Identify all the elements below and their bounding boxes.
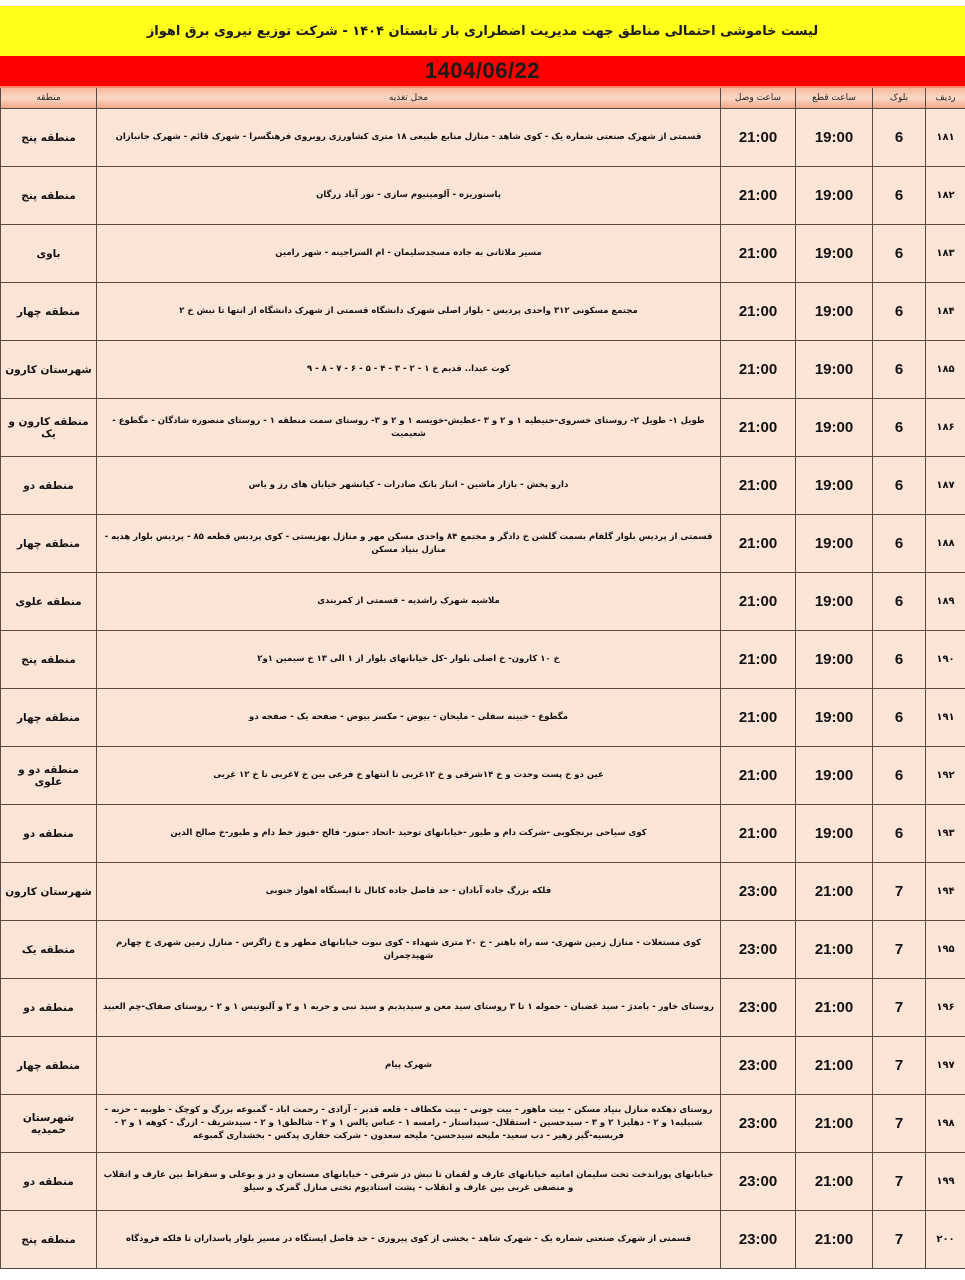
row-number-cell: ۱۹۲: [926, 747, 965, 805]
region-cell: منطقه دو: [1, 457, 97, 515]
cut-time-cell: 19:00: [796, 341, 873, 399]
cut-time-cell: 19:00: [796, 109, 873, 167]
cut-time-cell: 19:00: [796, 225, 873, 283]
row-number-cell: ۱۹۰: [926, 631, 965, 689]
row-number-cell: ۱۸۱: [926, 109, 965, 167]
row-number-cell: ۱۸۴: [926, 283, 965, 341]
row-number-cell: ۱۸۵: [926, 341, 965, 399]
region-cell: شهرستان کارون: [1, 863, 97, 921]
row-number-cell: ۱۸۳: [926, 225, 965, 283]
cut-time-cell: 19:00: [796, 399, 873, 457]
region-cell: منطقه دو: [1, 1153, 97, 1211]
table-row: [1, 979, 965, 1037]
table-row: [1, 631, 965, 689]
table-row: [1, 1037, 965, 1095]
block-cell: 6: [873, 109, 926, 167]
connect-time-cell: 21:00: [721, 515, 796, 573]
connect-time-cell: 21:00: [721, 805, 796, 863]
cut-time-cell: 19:00: [796, 283, 873, 341]
column-header-block: بلوک: [873, 87, 926, 109]
table-row: [1, 341, 965, 399]
column-header-row-number: ردیف: [926, 87, 965, 109]
connect-time-cell: 23:00: [721, 1037, 796, 1095]
row-number-cell: ۱۹۸: [926, 1095, 965, 1153]
connect-time-cell: 21:00: [721, 689, 796, 747]
block-cell: 6: [873, 689, 926, 747]
location-cell: فلکه بزرگ جاده آبادان - حد فاصل جاده کانال تا ایستگاه اهواز جنوبی: [97, 863, 721, 921]
location-cell: مگطوع - خبینه سفلی - ملیحان - بیوض - مکسر بیوض - صفحه یک - صفحه دو: [97, 689, 721, 747]
connect-time-cell: 21:00: [721, 399, 796, 457]
connect-time-cell: 21:00: [721, 341, 796, 399]
row-number-cell: ۱۹۵: [926, 921, 965, 979]
table-row: [1, 399, 965, 457]
location-cell: شهرک پیام: [97, 1037, 721, 1095]
row-number-cell: ۱۹۹: [926, 1153, 965, 1211]
table-header-row: [1, 87, 965, 109]
block-cell: 6: [873, 225, 926, 283]
cut-time-cell: 21:00: [796, 1211, 873, 1269]
block-cell: 6: [873, 573, 926, 631]
block-cell: 7: [873, 921, 926, 979]
block-cell: 6: [873, 631, 926, 689]
cut-time-cell: 19:00: [796, 747, 873, 805]
column-header-cut-time: ساعت قطع: [796, 87, 873, 109]
connect-time-cell: 23:00: [721, 1095, 796, 1153]
location-cell: خ ۱۰ کارون- خ اصلی بلوار -کل خیابانهای بلوار از ۱ الی ۱۳ خ سیمین ۱و۲: [97, 631, 721, 689]
table-row: [1, 457, 965, 515]
row-number-cell: ۱۸۸: [926, 515, 965, 573]
region-cell: باوی: [1, 225, 97, 283]
region-cell: منطقه پنج: [1, 109, 97, 167]
location-cell: قسمتی از شهرک صنعتی شماره یک - کوی شاهد - منازل منابع طبیعی ۱۸ متری کشاورزی روبروی فرهنگسرا - شهرک قائم - شهرک جانبازان: [97, 109, 721, 167]
location-cell: ملاشیه شهرک راشدیه - قسمتی از کمربندی: [97, 573, 721, 631]
cut-time-cell: 19:00: [796, 167, 873, 225]
block-cell: 7: [873, 1211, 926, 1269]
location-cell: طویل ۱- طویل ۲- روستای خسروی-حنیطیه ۱ و ۲ و ۳ -عطیش-خویسه ۱ و ۲ و ۳- روستای سمت منطقه ۱ - روستای منصوره شادگان - مگطوع - شعیمیت: [97, 399, 721, 457]
location-cell: خیابانهای پوراندخت تخت سلیمان امانیه خیابانهای عارف و لقمان تا نبش دز شرقی - خیابانهای مستعان و دز و بوعلی و سقراط بین عارف و انقلاب و منصفی غربی بین عارف و انقلاب - پشت استادیوم تختی منازل گمرک و سیلو: [97, 1153, 721, 1211]
row-number-cell: ۱۹۴: [926, 863, 965, 921]
outage-schedule-table: [0, 86, 965, 1269]
location-cell: دارو پخش - بازار ماشین - انبار بانک صادرات - کیانشهر خیابان های رز و یاس: [97, 457, 721, 515]
region-cell: شهرستان کارون: [1, 341, 97, 399]
connect-time-cell: 23:00: [721, 921, 796, 979]
table-row: [1, 225, 965, 283]
table-row: [1, 283, 965, 341]
location-cell: کوت عبدا.. قدیم خ ۱ - ۲ - ۳ - ۴ - ۵ - ۶ - ۷ - ۸ - ۹: [97, 341, 721, 399]
cut-time-cell: 19:00: [796, 515, 873, 573]
location-cell: روستای خاور - بامدژ - سید غضبان - حموله ۱ تا ۳ روستای سید معن و سیدیدیم و سید نبی و حریه ۱ و ۲ و آلبونیس ۱ و ۲ - روستای صفاک-چم العبید: [97, 979, 721, 1037]
connect-time-cell: 21:00: [721, 573, 796, 631]
cut-time-cell: 21:00: [796, 1037, 873, 1095]
row-number-cell: ۱۹۶: [926, 979, 965, 1037]
cut-time-cell: 19:00: [796, 805, 873, 863]
location-cell: قسمتی از شهرک صنعتی شماره یک - شهرک شاهد - بخشی از کوی پیروزی - حد فاصل ایستگاه در مسیر بلوار پاسداران تا فلکه فرودگاه: [97, 1211, 721, 1269]
connect-time-cell: 21:00: [721, 631, 796, 689]
cut-time-cell: 21:00: [796, 1095, 873, 1153]
connect-time-cell: 21:00: [721, 167, 796, 225]
cut-time-cell: 19:00: [796, 457, 873, 515]
column-header-connect-time: ساعت وصل: [721, 87, 796, 109]
row-number-cell: ۱۹۱: [926, 689, 965, 747]
table-row: [1, 1153, 965, 1211]
region-cell: منطقه چهار: [1, 515, 97, 573]
region-cell: منطقه دو و علوی: [1, 747, 97, 805]
region-cell: منطقه یک: [1, 921, 97, 979]
table-row: [1, 573, 965, 631]
location-cell: کوی مستغلات - منازل زمین شهری- سه راه باهنر - خ ۲۰ متری شهداء - کوی نبوت خیابانهای مطهر و خ زاگرس - منازل زمین شهری خ چهارم شهیدچمران: [97, 921, 721, 979]
cut-time-cell: 21:00: [796, 979, 873, 1037]
cut-time-cell: 21:00: [796, 863, 873, 921]
table-row: [1, 167, 965, 225]
row-number-cell: ۱۸۶: [926, 399, 965, 457]
table-row: [1, 109, 965, 167]
location-cell: روستای دهکده منازل بنیاد مسکن - بیت ماهور - بیت جونی - بیت مکطاف - قلعه قدیر - آزادی - رحمت اباد - گمبوعه بزرگ و کوچک - طوبیه - حزبه - شبیلیه۱ و ۲ - دهلیز۱ ۲ و ۳ - سیدحسین - استقلال- سیداستار - رامسه ۱ - عباس یالس ۱ و ۲ - شالطق۱ و ۲ - سیدشریف - ازرگ - کوهه ۱ و ۲ - فریسیه-گبر زهیر - دب سعید- ملیحه سیدحسن- ملیحه سعدون - شرکت حفاری پدکس - بخشداری گمبوعه: [97, 1095, 721, 1153]
column-header-region: منطقه: [1, 87, 97, 109]
region-cell: منطقه دو: [1, 979, 97, 1037]
region-cell: منطقه کارون و یک: [1, 399, 97, 457]
table-row: [1, 689, 965, 747]
block-cell: 7: [873, 863, 926, 921]
cut-time-cell: 21:00: [796, 921, 873, 979]
block-cell: 6: [873, 283, 926, 341]
block-cell: 6: [873, 515, 926, 573]
row-number-cell: ۱۸۲: [926, 167, 965, 225]
connect-time-cell: 21:00: [721, 283, 796, 341]
region-cell: منطقه پنج: [1, 167, 97, 225]
connect-time-cell: 21:00: [721, 225, 796, 283]
location-cell: قسمتی از پردیس بلوار گلفام بسمت گلشن خ دادگر و مجتمع ۸۴ واحدی مسکن مهر و منازل بهزیستی - کوی پردیس قطعه ۸۵ - پردیس بلوار هدیه - منازل بنیاد مسکن: [97, 515, 721, 573]
block-cell: 7: [873, 1037, 926, 1095]
block-cell: 6: [873, 167, 926, 225]
block-cell: 6: [873, 805, 926, 863]
connect-time-cell: 23:00: [721, 863, 796, 921]
row-number-cell: ۱۸۷: [926, 457, 965, 515]
cut-time-cell: 19:00: [796, 573, 873, 631]
region-cell: شهرستان حمیدیه: [1, 1095, 97, 1153]
location-cell: مجتمع مسکونی ۳۱۲ واحدی پردیس - بلوار اصلی شهرک دانشگاه قسمتی از شهرک دانشگاه از انتها تا نبش خ ۲: [97, 283, 721, 341]
table-row: [1, 921, 965, 979]
cut-time-cell: 21:00: [796, 1153, 873, 1211]
region-cell: منطقه پنج: [1, 1211, 97, 1269]
row-number-cell: ۱۸۹: [926, 573, 965, 631]
connect-time-cell: 23:00: [721, 1211, 796, 1269]
table-row: [1, 1095, 965, 1153]
block-cell: 7: [873, 1153, 926, 1211]
region-cell: منطقه دو: [1, 805, 97, 863]
location-cell: عین دو خ پست وحدت و خ ۱۴شرقی و خ ۱۲غربی تا انتهاو خ فرعی بین خ ۷غربی تا خ ۱۲ غربی: [97, 747, 721, 805]
connect-time-cell: 23:00: [721, 979, 796, 1037]
block-cell: 6: [873, 341, 926, 399]
table-row: [1, 863, 965, 921]
region-cell: منطقه چهار: [1, 1037, 97, 1095]
region-cell: منطقه پنج: [1, 631, 97, 689]
connect-time-cell: 21:00: [721, 109, 796, 167]
location-cell: پاستوریزه - آلومینیوم سازی - نور آباد زرگان: [97, 167, 721, 225]
cut-time-cell: 19:00: [796, 631, 873, 689]
block-cell: 6: [873, 399, 926, 457]
column-header-location: محل تغذیه: [97, 87, 721, 109]
table-row: [1, 747, 965, 805]
region-cell: منطقه چهار: [1, 283, 97, 341]
region-cell: منطقه علوی: [1, 573, 97, 631]
table-row: [1, 515, 965, 573]
row-number-cell: ۱۹۷: [926, 1037, 965, 1095]
connect-time-cell: 23:00: [721, 1153, 796, 1211]
location-cell: مسیر ملاثانی به جاده مسجدسلیمان - ام السراجینه - شهر رامین: [97, 225, 721, 283]
row-number-cell: ۲۰۰: [926, 1211, 965, 1269]
connect-time-cell: 21:00: [721, 457, 796, 515]
row-number-cell: ۱۹۳: [926, 805, 965, 863]
table-row: [1, 805, 965, 863]
connect-time-cell: 21:00: [721, 747, 796, 805]
block-cell: 6: [873, 747, 926, 805]
region-cell: منطقه چهار: [1, 689, 97, 747]
block-cell: 6: [873, 457, 926, 515]
page-title: لیست خاموشی احتمالی مناطق جهت مدیریت اضطراری بار تابستان ۱۴۰۴ - شرکت توزیع نیروی برق اهواز: [0, 6, 965, 57]
block-cell: 7: [873, 979, 926, 1037]
table-row: [1, 1211, 965, 1269]
cut-time-cell: 19:00: [796, 689, 873, 747]
location-cell: کوی سیاحی برنجکوبی -شرکت دام و طیور -خیابانهای توحید -اتحاد -منور- فالح -فیوز خط دام و طیور-خ صالح الدین: [97, 805, 721, 863]
date-banner: 1404/06/22: [0, 56, 965, 86]
block-cell: 7: [873, 1095, 926, 1153]
